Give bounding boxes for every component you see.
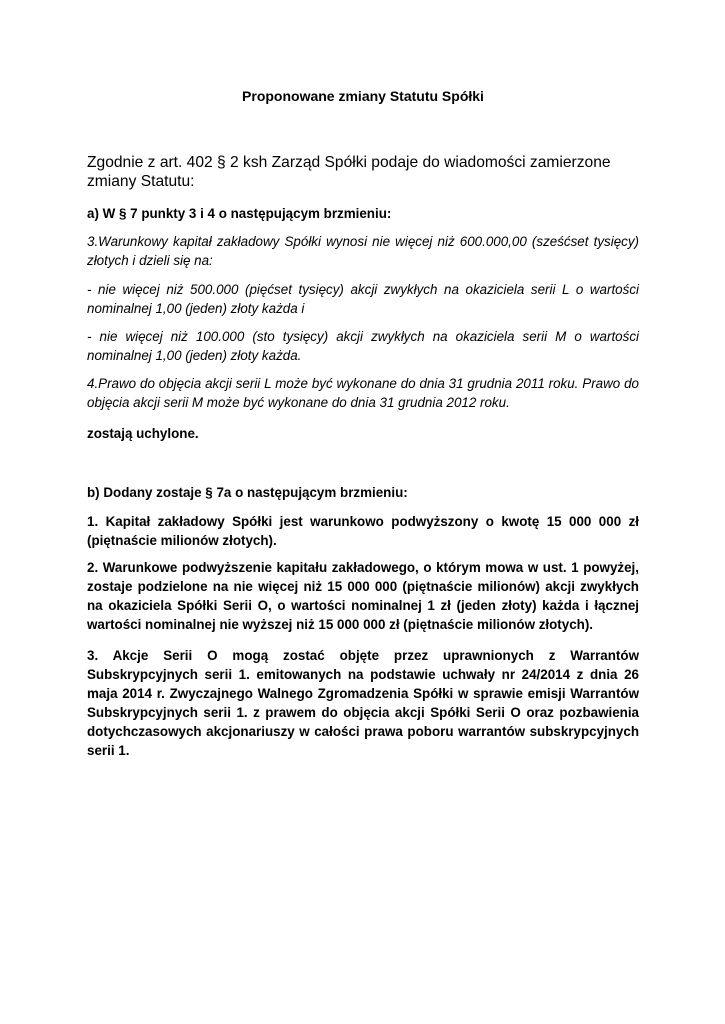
section-a-bullet-series-l: - nie więcej niż 500.000 (pięćset tysięcy) akcji zwykłych na okaziciela serii L o wartości nominalnej 1,00 (jeden) złoty każda i [87,282,639,316]
section-b-paragraph-3: 3. Akcje Serii O mogą zostać objęte przez uprawnionych z Warrantów Subskrypcyjnych serii 1. emitowanych na podstawie uchwały nr 24/2014 z dnia 26 maja 2014 r. Zwyczajnego Walnego Zgromadzenia Spółki w sprawie emisji Warrantów Subskrypcyjnych serii 1. z prawem do objęcia akcji Spółki Serii O oraz pozbawienia dotychczasowych akcjonariuszy w całości prawa poboru warrantów subskrypcyjnych serii 1. [87,648,639,758]
section-b-heading: b) Dodany zostaje § 7a o następującym brzmieniu: [87,485,408,500]
section-a-heading: a) W § 7 punkty 3 i 4 o następującym brzmieniu: [87,206,392,221]
intro-paragraph: Zgodnie z art. 402 § 2 ksh Zarząd Spółki podaje do wiadomości zamierzone zmiany Statutu: [87,154,611,190]
document-title: Proponowane zmiany Statutu Spółki [242,88,484,104]
section-b-paragraph-1: 1. Kapitał zakładowy Spółki jest warunkowo podwyższony o kwotę 15 000 000 zł (piętnaście milionów złotych). [87,514,639,548]
section-a-bullet-series-m: - nie więcej niż 100.000 (sto tysięcy) akcji zwykłych na okaziciela serii M o wartości nominalnej 1,00 (jeden) złoty każda. [87,329,639,363]
section-b-paragraph-2: 2. Warunkowe podwyższenie kapitału zakładowego, o którym mowa w ust. 1 powyżej, zostaje podzielone na nie więcej niż 15 000 000 (piętnaście milionów) akcji zwykłych na okaziciela Spółki Serii O, o wartości nominalnej 1 zł (jeden złoty) każda i łącznej wartości nominalnej nie wyższej niż 15 000 000 zł (piętnaście milionów złotych). [87,560,639,632]
section-a-closing: zostają uchylone. [87,426,199,441]
section-a-paragraph-4: 4.Prawo do objęcia akcji serii L może być wykonane do dnia 31 grudnia 2011 roku. Prawo do objęcia akcji serii M może być wykonane do dnia 31 grudnia 2012 roku. [87,376,639,410]
section-a-paragraph-3: 3.Warunkowy kapitał zakładowy Spółki wynosi nie więcej niż 600.000,00 (sześćset tysięcy) złotych i dzieli się na: [87,234,639,268]
